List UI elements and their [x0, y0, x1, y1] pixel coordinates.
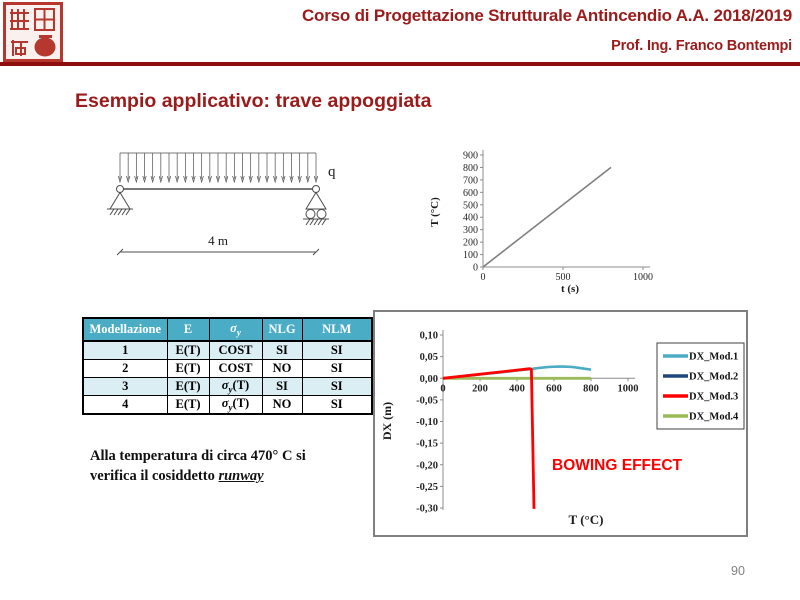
series-T	[483, 167, 611, 267]
table-cell: E(T)	[167, 396, 209, 415]
column-header: $\sigma_y$	[209, 318, 262, 341]
table-cell: E(T)	[167, 378, 209, 396]
header	[302, 6, 792, 54]
svg-text:-0,25: -0,25	[416, 481, 438, 493]
support-roller-right	[303, 193, 329, 226]
pin-hinge-left	[117, 186, 124, 193]
distributed-load	[118, 153, 317, 182]
svg-text:0,00: 0,00	[419, 373, 438, 385]
table-cell: NO	[262, 396, 302, 415]
column-header: E	[167, 318, 209, 341]
column-header: Modellazione	[83, 318, 167, 341]
svg-text:1000: 1000	[617, 383, 639, 395]
table-cell: COST	[209, 341, 262, 360]
temperature-note	[90, 446, 380, 487]
legend-label: DX_Mod.3	[689, 391, 739, 403]
x-axis-label: t (s)	[560, 283, 580, 295]
pin-hinge-right	[313, 186, 320, 193]
svg-text:0: 0	[473, 262, 478, 274]
table-cell: 1	[83, 341, 167, 360]
table-row	[83, 396, 372, 415]
svg-text:500: 500	[555, 272, 571, 283]
temperature-time-chart	[428, 140, 680, 313]
x-axis-label: T (°C)	[568, 512, 604, 527]
table-cell: SI	[262, 378, 302, 396]
tick-labels	[416, 331, 638, 515]
models-table-body	[83, 341, 372, 414]
legend-label: DX_Mod.1	[689, 351, 739, 363]
table-cell: $\sigma_y(T)$	[209, 378, 262, 396]
professor-name: Prof. Ing. Franco Bontempi	[611, 38, 792, 54]
table-cell: SI	[302, 360, 372, 378]
svg-text:200: 200	[463, 237, 478, 249]
svg-text:0: 0	[480, 272, 486, 283]
svg-text:0,05: 0,05	[419, 352, 438, 364]
svg-text:-0,05: -0,05	[416, 395, 438, 407]
legend	[657, 343, 744, 429]
table-cell: 2	[83, 360, 167, 378]
note-line2-prefix: verifica il cosiddetto	[90, 468, 219, 485]
svg-text:1000: 1000	[633, 272, 653, 283]
table-cell: COST	[209, 360, 262, 378]
note-runway-term: runway	[218, 468, 264, 485]
models-table-header	[83, 318, 372, 341]
table-row	[83, 341, 372, 360]
svg-text:-0,20: -0,20	[416, 460, 438, 472]
svg-text:300: 300	[463, 225, 478, 237]
table-cell: NO	[262, 360, 302, 378]
table-cell: 4	[83, 396, 167, 415]
svg-text:-0,10: -0,10	[416, 417, 438, 428]
axes	[480, 150, 650, 270]
svg-text:900: 900	[463, 150, 478, 162]
y-axis-label: DX (m)	[380, 401, 394, 441]
table-cell: SI	[302, 378, 372, 396]
svg-text:600: 600	[546, 383, 562, 395]
dimension-line	[117, 249, 319, 255]
span-label: 4 m	[208, 233, 228, 248]
svg-text:-0,30: -0,30	[416, 503, 438, 515]
svg-text:500: 500	[463, 200, 478, 212]
beam-diagram	[95, 145, 355, 268]
svg-text:100: 100	[463, 250, 478, 262]
svg-text:400: 400	[509, 383, 525, 395]
seal-logo-icon	[3, 2, 63, 62]
tick-labels	[463, 151, 653, 284]
table-row	[83, 360, 372, 378]
course-title: Corso di Progettazione Strutturale Antincendio A.A. 2018/2019	[301, 6, 792, 25]
svg-text:400: 400	[463, 212, 478, 224]
svg-text:800: 800	[583, 383, 599, 395]
table-cell: E(T)	[167, 360, 209, 378]
models-table	[82, 317, 373, 415]
table-row	[83, 378, 372, 396]
svg-text:700: 700	[463, 175, 478, 187]
svg-text:0,10: 0,10	[419, 330, 438, 342]
legend-label: DX_Mod.4	[689, 411, 739, 423]
table-cell: $\sigma_y(T)$	[209, 396, 262, 415]
bowing-effect-annotation: BOWING EFFECT	[552, 457, 683, 474]
svg-text:200: 200	[472, 383, 488, 395]
svg-text:800: 800	[463, 162, 478, 174]
page-number: 90	[731, 564, 745, 578]
table-cell: SI	[262, 341, 302, 360]
table-cell: 3	[83, 378, 167, 396]
y-axis-label: T (°C)	[429, 197, 441, 227]
dx-temperature-chart	[373, 310, 748, 537]
note-line1: Alla temperatura di circa 470° C si	[90, 448, 306, 464]
axes	[440, 330, 635, 510]
table-cell: E(T)	[167, 341, 209, 360]
column-header: NLM	[302, 318, 372, 341]
header-divider	[0, 62, 800, 66]
svg-text:600: 600	[463, 187, 478, 199]
legend-label: DX_Mod.2	[689, 371, 739, 383]
svg-text:-0,15: -0,15	[416, 438, 438, 450]
slide-title: Esempio applicativo: trave appoggiata	[75, 90, 432, 112]
column-header: NLG	[262, 318, 302, 341]
load-label: q	[328, 164, 336, 180]
table-cell: SI	[302, 341, 372, 360]
svg-text:0: 0	[440, 383, 446, 395]
support-pin-left	[107, 193, 133, 216]
table-cell: SI	[302, 396, 372, 415]
